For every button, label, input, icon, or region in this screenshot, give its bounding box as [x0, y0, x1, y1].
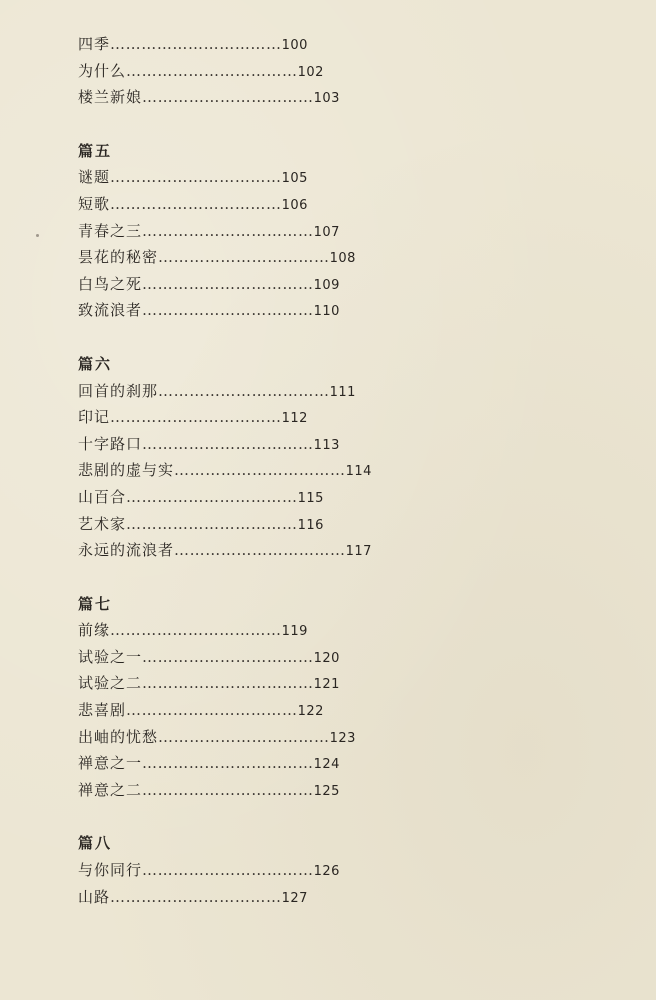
page-number: 125 — [313, 783, 340, 799]
toc-entry — [78, 218, 372, 245]
toc-entry — [78, 297, 372, 324]
entry-title: 青春之三 — [78, 221, 143, 240]
page-number: 113 — [313, 437, 340, 453]
leader-dots: …………………………… — [158, 727, 330, 746]
entry-title: 回首的刹那 — [78, 381, 159, 400]
page-number: 120 — [313, 650, 340, 666]
section-heading: 篇七 — [78, 594, 113, 613]
toc-entry — [78, 537, 372, 564]
leader-dots: …………………………… — [142, 434, 314, 453]
leader-dots: …………………………… — [142, 861, 314, 880]
toc-entry — [78, 697, 372, 724]
entry-title: 试验之二 — [78, 674, 143, 693]
entry-title: 艺术家 — [78, 514, 127, 533]
entry-title: 试验之一 — [78, 647, 143, 666]
page-number: 121 — [313, 677, 340, 693]
toc-entry — [78, 191, 372, 218]
toc-entry — [78, 617, 372, 644]
page-number: 105 — [281, 171, 308, 187]
page-number: 103 — [313, 91, 340, 107]
section-heading: 篇五 — [78, 141, 113, 160]
toc-entry — [78, 271, 372, 298]
toc-entry — [78, 857, 372, 884]
leader-dots: …………………………… — [174, 461, 346, 480]
entry-title: 禅意之一 — [78, 754, 143, 773]
page-number: 115 — [297, 490, 324, 506]
entry-title: 永远的流浪者 — [78, 541, 175, 560]
leader-dots: …………………………… — [174, 541, 346, 560]
leader-dots: …………………………… — [110, 621, 282, 640]
page-speck — [36, 234, 39, 237]
leader-dots: …………………………… — [142, 88, 314, 107]
toc-entry — [78, 484, 372, 511]
entry-title: 白鸟之死 — [78, 274, 143, 293]
page-number: 127 — [281, 890, 308, 906]
entry-title: 致流浪者 — [78, 301, 143, 320]
entry-title: 谜题 — [78, 168, 111, 187]
page-number: 106 — [281, 197, 308, 213]
toc-section — [78, 351, 372, 564]
entry-title: 印记 — [78, 408, 111, 427]
toc-section — [78, 591, 372, 804]
page-number: 122 — [297, 704, 324, 720]
toc-entry — [78, 84, 372, 111]
section-heading: 篇六 — [78, 354, 113, 373]
page-number: 116 — [297, 517, 324, 533]
toc-section — [78, 138, 372, 324]
toc-section — [78, 830, 372, 910]
leader-dots: …………………………… — [142, 647, 314, 666]
entry-title: 前缘 — [78, 621, 111, 640]
leader-dots: …………………………… — [142, 274, 314, 293]
entry-title: 与你同行 — [78, 861, 143, 880]
page-number: 102 — [297, 64, 324, 80]
page-number: 111 — [329, 384, 356, 400]
page-number: 110 — [313, 304, 340, 320]
toc-entry — [78, 644, 372, 671]
entry-title: 悲剧的虚与实 — [78, 461, 175, 480]
entry-title: 山百合 — [78, 487, 127, 506]
entry-title: 楼兰新娘 — [78, 88, 143, 107]
entry-title: 短歌 — [78, 194, 111, 213]
page-number: 107 — [313, 224, 340, 240]
intro-entries — [78, 31, 372, 111]
toc-entry — [78, 750, 372, 777]
page-number: 109 — [313, 277, 340, 293]
leader-dots: …………………………… — [158, 248, 330, 267]
leader-dots: …………………………… — [110, 887, 282, 906]
toc-entry — [78, 457, 372, 484]
toc-entry — [78, 884, 372, 911]
toc-entry — [78, 31, 372, 58]
leader-dots: …………………………… — [110, 408, 282, 427]
leader-dots: …………………………… — [110, 35, 282, 53]
toc-entry — [78, 511, 372, 538]
toc-entry — [78, 164, 372, 191]
entry-title: 出岫的忧愁 — [78, 727, 159, 746]
toc-entry — [78, 58, 372, 85]
leader-dots: …………………………… — [110, 194, 282, 213]
entry-title: 为什么 — [78, 61, 127, 80]
table-of-contents — [78, 31, 372, 910]
page-number: 126 — [313, 864, 340, 880]
page-number: 112 — [281, 411, 308, 427]
entry-title: 禅意之二 — [78, 780, 143, 799]
leader-dots: …………………………… — [126, 487, 298, 506]
page-number: 100 — [281, 38, 308, 53]
toc-entry — [78, 724, 372, 751]
page-number: 114 — [345, 464, 372, 480]
leader-dots: …………………………… — [110, 168, 282, 187]
entry-title: 山路 — [78, 887, 111, 906]
page-number: 123 — [329, 730, 356, 746]
leader-dots: …………………………… — [142, 780, 314, 799]
page-number: 119 — [281, 624, 308, 640]
leader-dots: …………………………… — [126, 701, 298, 720]
leader-dots: …………………………… — [142, 221, 314, 240]
toc-entry — [78, 404, 372, 431]
toc-entry — [78, 244, 372, 271]
entry-title: 十字路口 — [78, 434, 143, 453]
toc-entry — [78, 431, 372, 458]
leader-dots: …………………………… — [158, 381, 330, 400]
entry-title: 四季 — [78, 35, 111, 53]
section-heading: 篇八 — [78, 834, 113, 853]
toc-entry — [78, 670, 372, 697]
leader-dots: …………………………… — [142, 301, 314, 320]
leader-dots: …………………………… — [142, 754, 314, 773]
leader-dots: …………………………… — [126, 61, 298, 80]
page-number: 117 — [345, 544, 372, 560]
toc-entry — [78, 777, 372, 804]
page-number: 124 — [313, 757, 340, 773]
toc-entry — [78, 378, 372, 405]
leader-dots: …………………………… — [142, 674, 314, 693]
page-number: 108 — [329, 251, 356, 267]
entry-title: 昙花的秘密 — [78, 248, 159, 267]
entry-title: 悲喜剧 — [78, 701, 127, 720]
leader-dots: …………………………… — [126, 514, 298, 533]
